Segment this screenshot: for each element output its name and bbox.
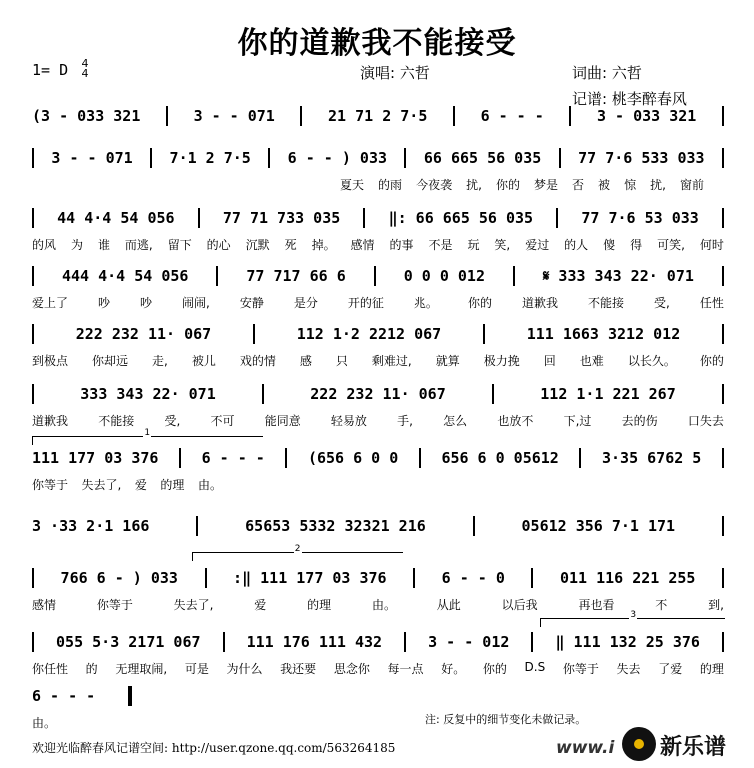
score-row bbox=[32, 630, 724, 654]
lyric-syllable: 剩难过, bbox=[371, 354, 412, 368]
lyric-syllable: 吵 bbox=[98, 296, 111, 310]
measure: (3 - 033 321 bbox=[32, 107, 141, 125]
lyric-syllable: 被 bbox=[598, 178, 611, 192]
lyric-syllable: 由。 bbox=[197, 478, 222, 492]
measure: 𝄋 333 343 22· 071 bbox=[542, 267, 694, 285]
measure: 222 232 11· 067 bbox=[75, 325, 212, 343]
barline bbox=[531, 632, 533, 652]
measure: 3 - - 071 bbox=[51, 149, 133, 167]
lyric-syllable: 不是 bbox=[428, 238, 453, 252]
volta-label-2: 2 bbox=[294, 544, 301, 554]
lyric-syllable: 不 bbox=[655, 598, 668, 612]
barline bbox=[569, 106, 571, 126]
lyric-syllable: 吵 bbox=[140, 296, 153, 310]
measure: 65653 5332 32321 216 bbox=[245, 517, 426, 535]
lyric-syllable: 开的征 bbox=[347, 296, 384, 310]
lyric-syllable: 回 bbox=[543, 354, 556, 368]
measure: 055 5·3 2171 067 bbox=[56, 633, 201, 651]
barline bbox=[722, 208, 724, 228]
barline bbox=[268, 148, 270, 168]
measure: 111 1663 3212 012 bbox=[526, 325, 681, 343]
barline bbox=[404, 148, 406, 168]
measure: 6 - - - bbox=[480, 107, 544, 125]
measure: 112 1·1 221 267 bbox=[540, 385, 676, 403]
lyric-syllable: 今夜袭 bbox=[416, 178, 453, 192]
lyric-syllable: 你却远 bbox=[92, 354, 129, 368]
measure: 77 71 733 035 bbox=[222, 209, 341, 227]
lyric-syllable: 傻 bbox=[603, 238, 616, 252]
lyric-syllable: 的 bbox=[85, 662, 98, 676]
barline bbox=[559, 148, 561, 168]
measure: (656 6 0 0 bbox=[307, 449, 399, 467]
measure: 6 - - - bbox=[201, 449, 265, 467]
lyric-syllable: 你的 bbox=[482, 662, 507, 676]
measure: 111 177 03 376 bbox=[32, 449, 159, 467]
measure: 766 6 - ) 033 bbox=[60, 569, 178, 587]
watermark-site: 新乐谱 bbox=[660, 735, 727, 760]
measure: 6 - - - bbox=[32, 687, 96, 705]
lyric-syllable: 不可 bbox=[210, 414, 235, 428]
lyric-syllable: 也难 bbox=[579, 354, 604, 368]
barline bbox=[722, 568, 724, 588]
lyric-syllable: 而逃, bbox=[124, 238, 153, 252]
barline bbox=[300, 106, 302, 126]
volta-label-1: 1 bbox=[144, 428, 151, 438]
lyric-line bbox=[32, 352, 724, 369]
measure: 44 4·4 54 056 bbox=[57, 209, 175, 227]
score-row bbox=[32, 446, 724, 470]
key-signature: 1= D bbox=[32, 61, 69, 79]
lyric-line bbox=[32, 714, 72, 731]
watermark-url: www.i bbox=[556, 738, 615, 758]
barline bbox=[722, 516, 724, 536]
measure: 77 7·6 53 033 bbox=[581, 209, 699, 227]
measure: 77 7·6 533 033 bbox=[578, 149, 705, 167]
lyric-syllable: 怎么 bbox=[443, 414, 468, 428]
lyric-syllable: 走, bbox=[152, 354, 168, 368]
barline bbox=[556, 208, 558, 228]
volta-bracket-3 bbox=[540, 610, 725, 627]
measure: 112 1·2 2212 067 bbox=[296, 325, 442, 343]
record-logo-icon bbox=[622, 727, 656, 761]
lyric-syllable: 道歉我 bbox=[521, 296, 558, 310]
measure: 7·1 2 7·5 bbox=[169, 149, 251, 167]
lyric-syllable: 为 bbox=[70, 238, 83, 252]
score-row bbox=[32, 566, 724, 590]
lyric-syllable: 戏的情 bbox=[239, 354, 276, 368]
footer-link[interactable]: 欢迎光临醉春风记谱空间: http://user.qzone.qq.com/563264185 bbox=[32, 741, 396, 755]
volta-label-3: 3 bbox=[630, 610, 637, 620]
measure: 3·35 6762 5 bbox=[602, 449, 702, 467]
lyric-syllable: 失去了, bbox=[173, 598, 214, 612]
barline bbox=[32, 148, 34, 168]
lyric-syllable: 去的伤 bbox=[621, 414, 658, 428]
time-signature-bottom: 4 bbox=[81, 67, 89, 80]
lyric-syllable: 由。 bbox=[371, 598, 396, 612]
lyric-syllable: 下,过 bbox=[563, 414, 592, 428]
barline bbox=[32, 266, 34, 286]
lyric-syllable: 你的 bbox=[467, 296, 492, 310]
lyric-line bbox=[32, 660, 724, 677]
score-row bbox=[32, 684, 132, 708]
barline bbox=[223, 632, 225, 652]
barline bbox=[32, 568, 34, 588]
lyric-syllable: 的风 bbox=[32, 238, 57, 252]
barline bbox=[722, 632, 724, 652]
lyric-syllable: 爱过 bbox=[525, 238, 550, 252]
barline bbox=[531, 568, 533, 588]
barline bbox=[128, 686, 132, 706]
lyric-syllable: 任性 bbox=[699, 296, 724, 310]
lyric-syllable: 从此 bbox=[436, 598, 461, 612]
score-row bbox=[32, 322, 724, 346]
lyric-line bbox=[32, 236, 724, 253]
lyric-syllable: 爱 bbox=[254, 598, 267, 612]
lyric-syllable: 玩 bbox=[467, 238, 480, 252]
measure: 05612 356 7·1 171 bbox=[521, 517, 676, 535]
lyric-syllable: 为什么 bbox=[226, 662, 263, 676]
lyric-line bbox=[32, 294, 724, 311]
barline bbox=[166, 106, 168, 126]
lyric-syllable: 思念你 bbox=[333, 662, 370, 676]
lyric-syllable: 也放不 bbox=[497, 414, 534, 428]
lyric-line bbox=[32, 596, 724, 613]
lyric-syllable: 感 bbox=[299, 354, 312, 368]
barline bbox=[722, 266, 724, 286]
lyric-syllable: 夏天 bbox=[340, 178, 365, 192]
measure: 6 - - 0 bbox=[441, 569, 505, 587]
barline bbox=[262, 384, 264, 404]
lyric-syllable: 手, bbox=[397, 414, 413, 428]
barline bbox=[179, 448, 181, 468]
lyric-syllable: 安静 bbox=[239, 296, 264, 310]
measure: 77 717 66 6 bbox=[246, 267, 346, 285]
score-row bbox=[32, 514, 724, 538]
barline bbox=[150, 148, 152, 168]
lyric-syllable: 爱上了 bbox=[32, 296, 69, 310]
lyric-syllable: 可是 bbox=[184, 662, 209, 676]
lyric-syllable: 被儿 bbox=[191, 354, 216, 368]
lyric-syllable: 梦是 bbox=[533, 178, 558, 192]
barline bbox=[32, 632, 34, 652]
lyric-syllable: 能同意 bbox=[264, 414, 301, 428]
barline bbox=[722, 106, 724, 126]
measure: 66 665 56 035 bbox=[423, 149, 542, 167]
lyric-syllable: 道歉我 bbox=[32, 414, 69, 428]
lyric-syllable: 是分 bbox=[293, 296, 318, 310]
lyric-syllable: 就算 bbox=[435, 354, 460, 368]
lyric-syllable: 闹闹, bbox=[182, 296, 210, 310]
lyric-syllable: 以后我 bbox=[501, 598, 538, 612]
measure: 0 0 0 012 bbox=[403, 267, 485, 285]
barline bbox=[513, 266, 515, 286]
lyric-syllable: 感情 bbox=[32, 598, 57, 612]
lyric-syllable: 的事 bbox=[389, 238, 414, 252]
lyric-syllable: 你任性 bbox=[32, 662, 69, 676]
lyric-syllable: 留下 bbox=[167, 238, 192, 252]
lyric-syllable: 无理取闹, bbox=[115, 662, 168, 676]
composer-credit: 词曲: 六哲 bbox=[572, 64, 642, 82]
lyric-syllable: 你等于 bbox=[562, 662, 599, 676]
lyric-syllable: 我还要 bbox=[280, 662, 317, 676]
volta-bracket-2 bbox=[192, 544, 403, 561]
lyric-syllable: 失去 bbox=[616, 662, 641, 676]
measure: 333 343 22· 071 bbox=[80, 385, 216, 403]
volta-bracket-1 bbox=[32, 428, 263, 445]
lyric-syllable: 你等于 bbox=[96, 598, 133, 612]
measure: 3 ·33 2·1 166 bbox=[32, 517, 150, 535]
barline bbox=[253, 324, 255, 344]
barline bbox=[374, 266, 376, 286]
notation-credit: 记谱: 桃李醉春风 bbox=[572, 90, 687, 108]
measure: 222 232 11· 067 bbox=[310, 385, 446, 403]
lyric-syllable: 感情 bbox=[350, 238, 375, 252]
barline bbox=[32, 384, 34, 404]
lyric-syllable: 以长久。 bbox=[627, 354, 676, 368]
lyric-syllable: 受, bbox=[653, 296, 670, 310]
barline bbox=[579, 448, 581, 468]
barline bbox=[483, 324, 485, 344]
lyric-syllable: 不能接 bbox=[587, 296, 624, 310]
barline bbox=[722, 148, 724, 168]
measure: 011 116 221 255 bbox=[559, 569, 696, 587]
measure: ‖ 111 132 25 376 bbox=[555, 633, 700, 651]
lyric-syllable: 谁 bbox=[97, 238, 110, 252]
score-row bbox=[32, 146, 724, 170]
barline bbox=[492, 384, 494, 404]
transcriber-note: 注: 反复中的细节变化未做记录。 bbox=[425, 713, 587, 726]
singer-credit: 演唱: 六哲 bbox=[360, 64, 430, 82]
score-row bbox=[32, 264, 724, 288]
lyric-line bbox=[340, 176, 704, 193]
measure: 3 - 033 321 bbox=[596, 107, 697, 125]
lyric-syllable: 失去了, bbox=[81, 478, 122, 492]
measure: 111 176 111 432 bbox=[246, 633, 383, 651]
score-row bbox=[32, 104, 724, 128]
barline bbox=[413, 568, 415, 588]
lyric-syllable: 的心 bbox=[206, 238, 231, 252]
score-row bbox=[32, 206, 724, 230]
lyric-syllable: 何时 bbox=[699, 238, 724, 252]
lyric-syllable: 的理 bbox=[307, 598, 332, 612]
lyric-syllable: 你等于 bbox=[32, 478, 69, 492]
barline bbox=[722, 448, 724, 468]
barline bbox=[363, 208, 365, 228]
lyric-syllable: 惊 bbox=[624, 178, 637, 192]
lyric-syllable: 可笑, bbox=[657, 238, 685, 252]
lyric-syllable: 轻易放 bbox=[330, 414, 367, 428]
lyric-syllable: 极力挽 bbox=[483, 354, 520, 368]
barline bbox=[205, 568, 207, 588]
time-signature-top: 4 bbox=[81, 57, 89, 70]
lyric-syllable: 爱 bbox=[134, 478, 147, 492]
lyric-syllable: D.S bbox=[524, 660, 546, 674]
barline bbox=[722, 324, 724, 344]
score-row bbox=[32, 382, 724, 406]
measure: 444 4·4 54 056 bbox=[61, 267, 189, 285]
measure: 3 - - 012 bbox=[428, 633, 510, 651]
lyric-syllable: 由。 bbox=[32, 716, 57, 730]
lyric-syllable: 得 bbox=[630, 238, 643, 252]
lyric-syllable: 扰, bbox=[650, 178, 666, 192]
lyric-line bbox=[32, 412, 724, 429]
lyric-syllable: 的人 bbox=[564, 238, 589, 252]
lyric-syllable: 再也看 bbox=[578, 598, 615, 612]
lyric-line bbox=[32, 476, 222, 493]
lyric-syllable: 掉。 bbox=[311, 238, 336, 252]
lyric-syllable: 的雨 bbox=[378, 178, 403, 192]
lyric-syllable: 不能接 bbox=[98, 414, 135, 428]
lyric-syllable: 口失去 bbox=[687, 414, 724, 428]
lyric-syllable: 受, bbox=[164, 414, 181, 428]
measure: 21 71 2 7·5 bbox=[328, 107, 428, 125]
lyric-syllable: 的理 bbox=[160, 478, 185, 492]
lyric-syllable: 了爱 bbox=[658, 662, 683, 676]
lyric-syllable: 的理 bbox=[699, 662, 724, 676]
lyric-syllable: 死 bbox=[284, 238, 297, 252]
barline bbox=[198, 208, 200, 228]
barline bbox=[196, 516, 198, 536]
lyric-syllable: 否 bbox=[572, 178, 585, 192]
measure: 6 - - ) 033 bbox=[287, 149, 388, 167]
measure: ‖: 66 665 56 035 bbox=[388, 209, 534, 227]
barline bbox=[404, 632, 406, 652]
barline bbox=[216, 266, 218, 286]
measure: 3 - - 071 bbox=[193, 107, 275, 125]
measure: 656 6 0 05612 bbox=[441, 449, 559, 467]
lyric-syllable: 每一点 bbox=[387, 662, 424, 676]
lyric-syllable: 扰, bbox=[466, 178, 482, 192]
lyric-syllable: 只 bbox=[335, 354, 348, 368]
time-signature bbox=[80, 59, 90, 79]
lyric-syllable: 笑, bbox=[494, 238, 511, 252]
lyric-syllable: 到极点 bbox=[32, 354, 69, 368]
lyric-syllable: 你的 bbox=[699, 354, 724, 368]
barline bbox=[285, 448, 287, 468]
lyric-syllable: 兆。 bbox=[413, 296, 438, 310]
lyric-syllable: 到, bbox=[708, 598, 724, 612]
lyric-syllable: 沉默 bbox=[245, 238, 270, 252]
lyric-syllable: 窗前 bbox=[679, 178, 704, 192]
lyric-syllable: 你的 bbox=[495, 178, 520, 192]
barline bbox=[453, 106, 455, 126]
barline bbox=[473, 516, 475, 536]
barline bbox=[722, 384, 724, 404]
song-title: 你的道歉我不能接受 bbox=[237, 26, 517, 61]
barline bbox=[32, 208, 34, 228]
barline bbox=[419, 448, 421, 468]
lyric-syllable: 好。 bbox=[441, 662, 466, 676]
barline bbox=[32, 324, 34, 344]
measure: :‖ 111 177 03 376 bbox=[233, 569, 387, 587]
